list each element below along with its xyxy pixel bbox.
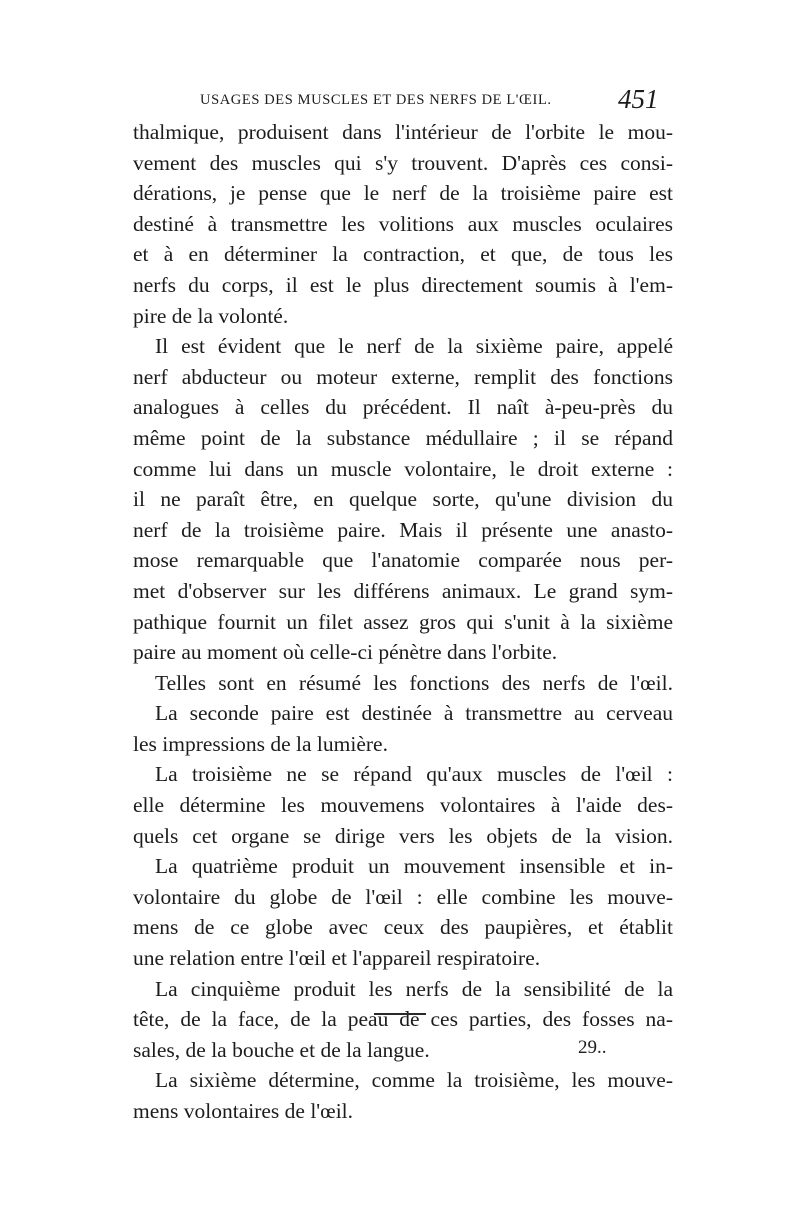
text-line: pathique fournit un filet assez gros qui s'unit à la sixième <box>133 609 673 634</box>
text-line: pire de la volonté. <box>133 303 289 328</box>
signature-mark: 29.. <box>578 1037 607 1058</box>
text-line: vement des muscles qui s'y trouvent. D'après ces consi- <box>133 150 673 175</box>
text-line: mose remarquable que l'anatomie comparée nous per- <box>133 548 673 573</box>
text-line: mens volontaires de l'œil. <box>133 1099 354 1123</box>
text-line: La troisième ne se répand qu'aux muscles de l'œil : <box>155 762 673 787</box>
text-line: tête, de la face, de la peau de ces parties, des fosses na- <box>133 1007 673 1032</box>
text-line: Telles sont en résumé les fonctions des nerfs de l'œil. <box>155 670 673 695</box>
text-line: nerf de la troisième paire. Mais il présente une anasto- <box>133 517 673 542</box>
text-line: et à en déterminer la contraction, et que, de tous les <box>133 242 673 267</box>
text-line: La seconde paire est destinée à transmettre au cerveau <box>155 701 673 726</box>
page-number: 451 <box>618 84 659 114</box>
text-line: mens de ce globe avec ceux des paupières, et établit <box>133 915 673 940</box>
text-line: les impressions de la lumière. <box>133 731 388 756</box>
text-line: volontaire du globe de l'œil : elle combine les mouve- <box>133 884 673 909</box>
text-line: Il est évident que le nerf de la sixième paire, appelé <box>155 334 673 359</box>
text-line: analogues à celles du précédent. Il naît à-peu-près du <box>133 395 673 420</box>
text-line: destiné à transmettre les volitions aux muscles oculaires <box>133 211 673 236</box>
text-line: La quatrième produit un mouvement insensible et in- <box>155 854 673 879</box>
text-line: il ne paraît être, en quelque sorte, qu'une division du <box>133 487 673 512</box>
text-line: nerf abducteur ou moteur externe, remplit des fonctions <box>133 364 673 389</box>
text-line: quels cet organe se dirige vers les objets de la vision. <box>133 823 673 848</box>
running-head: USAGES DES MUSCLES ET DES NERFS DE L'ŒIL. <box>200 92 552 108</box>
text-line: dérations, je pense que le nerf de la troisième paire est <box>133 181 673 206</box>
text-line: La sixième détermine, comme la troisième, les mouve- <box>155 1068 673 1093</box>
text-line: nerfs du corps, il est le plus directement soumis à l'em- <box>133 272 673 297</box>
text-line: La cinquième produit les nerfs de la sensibilité de la <box>155 976 673 1001</box>
text-line: sales, de la bouche et de la langue. <box>133 1037 430 1062</box>
body-text <box>133 117 673 1127</box>
text-line: paire au moment où celle-ci pénètre dans l'orbite. <box>133 640 558 665</box>
text-line: comme lui dans un muscle volontaire, le droit externe : <box>133 456 673 481</box>
text-line: elle détermine les mouvemens volontaires à l'aide des- <box>133 793 673 818</box>
text-line: thalmique, produisent dans l'intérieur de l'orbite le mou- <box>133 120 673 144</box>
separator-rule <box>374 1013 426 1015</box>
text-line: met d'observer sur les différens animaux. Le grand sym- <box>133 578 673 603</box>
text-line: une relation entre l'œil et l'appareil respiratoire. <box>133 946 541 971</box>
text-line: même point de la substance médullaire ; il se répand <box>133 425 673 450</box>
